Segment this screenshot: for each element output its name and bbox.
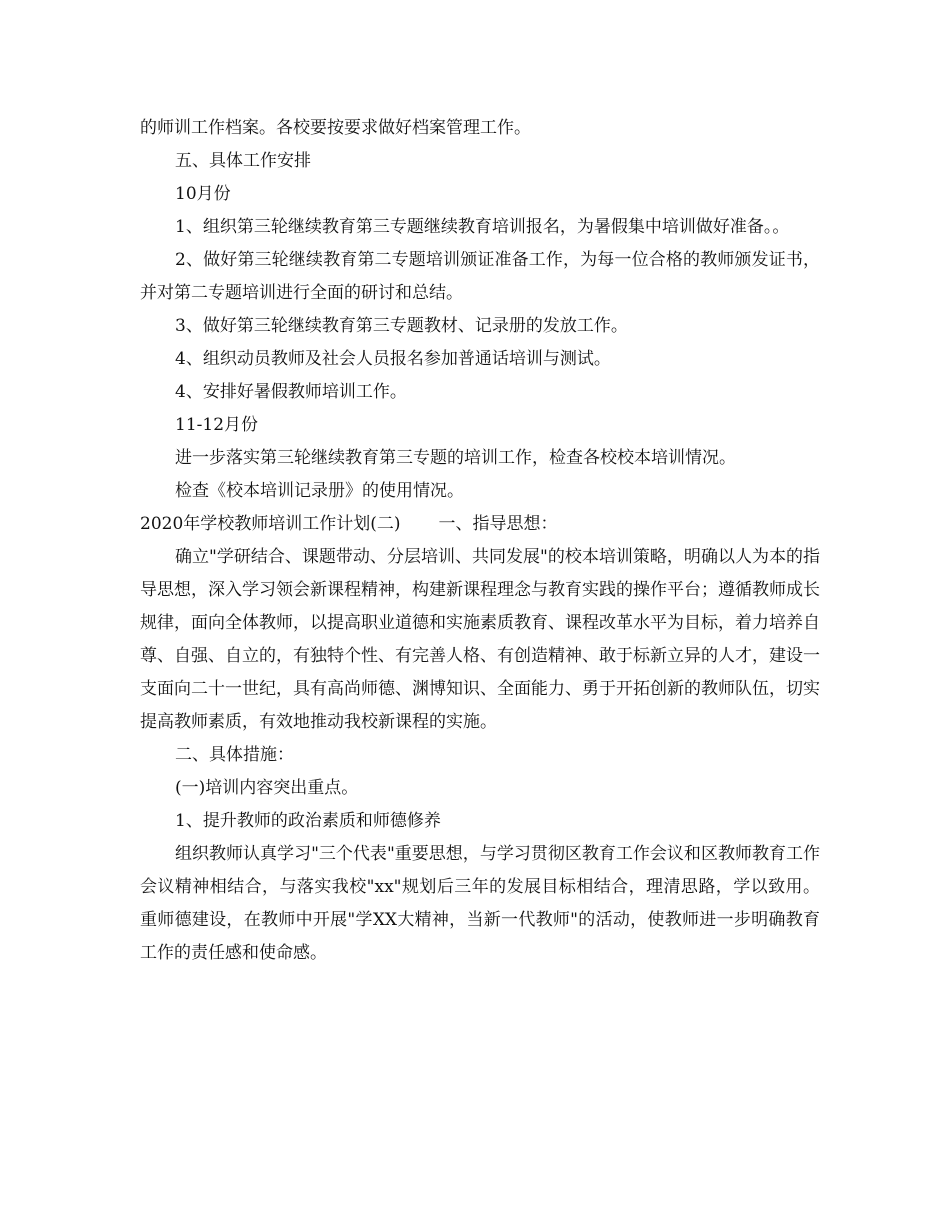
list-item-materials: 3、做好第三轮继续教育第三专题教材、记录册的发放工作。 bbox=[175, 316, 628, 336]
paragraph-implementation: 进一步落实第三轮继续教育第三专题的培训工作，检查各校校本培训情况。 bbox=[175, 448, 736, 468]
paragraph-study-organization: 组织教师认真学习"三个代表"重要思想，与学习贯彻区教育工作会议和区教师教育工作会议精神相结合，与落实我校"xx"规划后三年的发展目标相结合，理清思路，学以致用。重师德建设，在教师中开展"学XX大精神，当新一代教师"的活动，使教师进一步明确教育工作的责任感和使命感。 bbox=[140, 844, 820, 963]
document-title-line bbox=[140, 508, 820, 541]
paragraph-guiding-ideology: 确立"学研结合、课题带动、分层培训、共同发展"的校本培训策略，明确以人为本的指导思想，深入学习领会新课程精神，构建新课程理念与教育实践的操作平台；遵循教师成长规律，面向全体教师，以提高职业道德和实施素质教育、课程改革水平为目标，着力培养自尊、自强、自立的，有独特个性、有完善人格、有创造精神、敢于标新立异的人才，建设一支面向二十一世纪，具有高尚师德、渊博知识、全面能力、勇于开拓创新的教师队伍，切实提高教师素质，有效地推动我校新课程的实施。 bbox=[140, 547, 820, 732]
document-title: 2020年学校教师培训工作计划(二) bbox=[140, 514, 401, 534]
list-item-mandarin: 4、组织动员教师及社会人员报名参加普通话培训与测试。 bbox=[175, 349, 611, 369]
document-body bbox=[140, 112, 820, 970]
month-heading-nov-dec: 11-12月份 bbox=[175, 415, 259, 435]
item-heading-political-quality: 1、提升教师的政治素质和师德修养 bbox=[175, 811, 441, 831]
section-heading-guiding-ideology: 一、指导思想： bbox=[438, 514, 558, 534]
list-item-summer-training: 4、安排好暑假教师培训工作。 bbox=[175, 382, 407, 402]
section-heading-arrangement: 五、具体工作安排 bbox=[175, 151, 311, 171]
paragraph-archive: 的师训工作档案。各校要按要求做好档案管理工作。 bbox=[140, 118, 531, 138]
paragraph-record-check: 检查《校本培训记录册》的使用情况。 bbox=[175, 481, 464, 501]
section-heading-measures: 二、具体措施： bbox=[175, 745, 294, 765]
list-item-registration: 1、组织第三轮继续教育第三专题继续教育培训报名，为暑假集中培训做好准备。。 bbox=[175, 217, 790, 237]
list-item-certificates: 2、做好第三轮继续教育第二专题培训颁证准备工作，为每一位合格的教师颁发证书，并对第二专题培训进行全面的研讨和总结。 bbox=[140, 250, 820, 303]
month-heading-october: 10月份 bbox=[175, 184, 231, 204]
subsection-heading-content: (一)培训内容突出重点。 bbox=[175, 778, 359, 798]
